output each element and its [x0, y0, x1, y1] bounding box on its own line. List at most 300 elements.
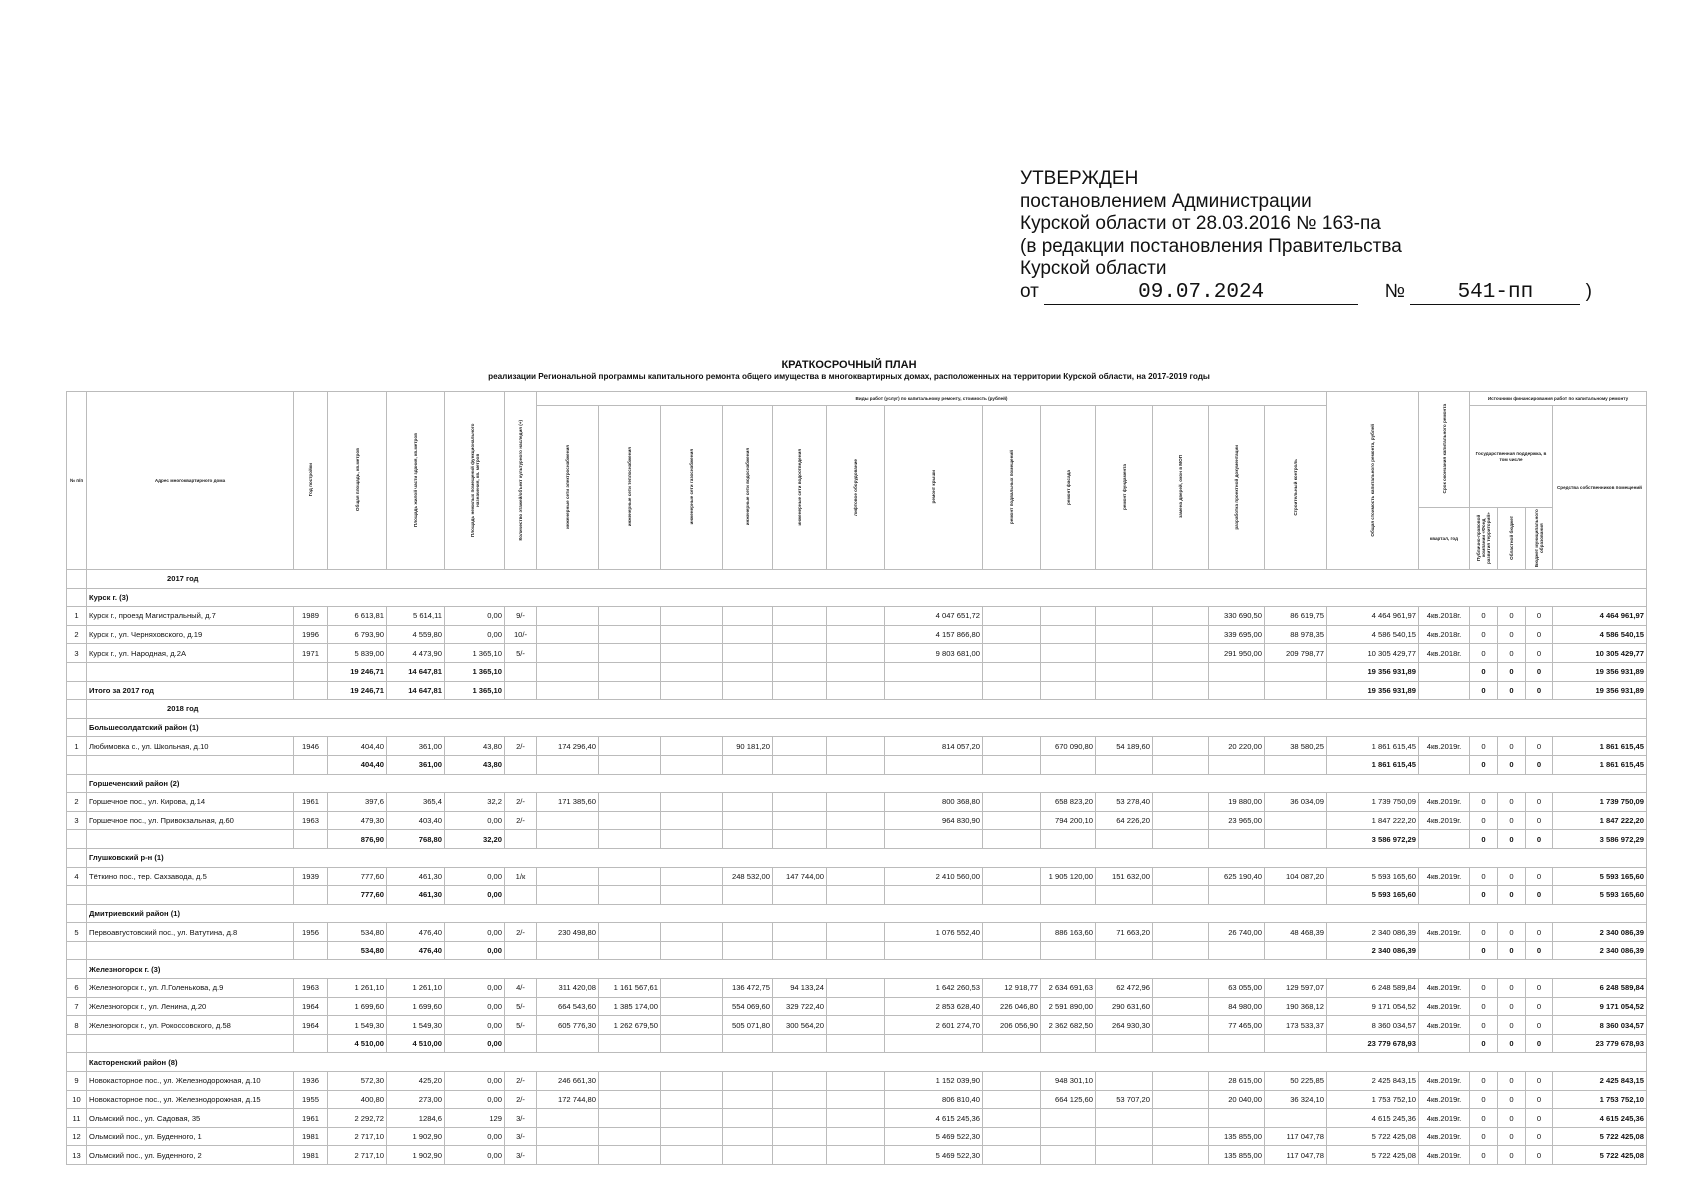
year-label: 2018 год [87, 700, 1647, 719]
cell-n: 8 [67, 1016, 87, 1035]
th-total-cost: Общая стоимость капитального ремонта, рублей [1370, 423, 1375, 537]
cell-control: 36 324,10 [1265, 1090, 1327, 1109]
cell-total: 5 722 425,08 [1327, 1127, 1419, 1146]
cell-drain [773, 941, 827, 960]
th-w-design: разработка проектной документации [1234, 444, 1239, 530]
cell-electro: 171 385,60 [537, 793, 599, 812]
cell-year: 1964 [294, 997, 328, 1016]
approval-line-2: постановлением Администрации [1020, 190, 1312, 212]
cell-addr: Курск г., ул. Черняховского, д.19 [87, 625, 294, 644]
th-w-drain: инженерные сети водоотведения [797, 448, 802, 526]
cell-f2: 0 [1498, 625, 1526, 644]
cell-water [723, 830, 773, 849]
cell-lift [827, 681, 885, 700]
cell-drain [773, 662, 827, 681]
document-subtitle: реализации Региональной программы капитального ремонта общего имущества в многоквартирных домах, расположенных на территории Курской области, на 2017-2019 годы [488, 372, 1210, 381]
cell-n: 6 [67, 979, 87, 998]
cell-n: 13 [67, 1146, 87, 1165]
cell-windows [1153, 607, 1209, 626]
cell-total: 6 248 589,84 [1327, 979, 1419, 998]
cell-total: 1 861 615,45 [1327, 755, 1419, 774]
cell-drain [773, 830, 827, 849]
cell-la: 273,00 [387, 1090, 445, 1109]
section-row [67, 904, 1647, 923]
cell-windows [1153, 1127, 1209, 1146]
cell-facade [1041, 681, 1096, 700]
cell-f2: 0 [1498, 886, 1526, 905]
cell-foundation [1096, 681, 1153, 700]
cell-na: 0,00 [445, 923, 505, 942]
cell-control: 50 225,85 [1265, 1072, 1327, 1091]
cell-basement [983, 793, 1041, 812]
cell-year: 1936 [294, 1072, 328, 1091]
cell-gas [661, 1127, 723, 1146]
cell-f3: 0 [1526, 793, 1553, 812]
cell-roof [885, 662, 983, 681]
cell-f3: 0 [1526, 681, 1553, 700]
cell-foundation [1096, 830, 1153, 849]
cell-water [723, 923, 773, 942]
cell-n: 5 [67, 923, 87, 942]
cell-foundation [1096, 886, 1153, 905]
cell-na: 0,00 [445, 867, 505, 886]
cell-windows [1153, 923, 1209, 942]
cell-electro [537, 830, 599, 849]
cell-facade [1041, 1034, 1096, 1053]
cell-ta: 19 246,71 [328, 681, 387, 700]
cell-heat [599, 1109, 661, 1128]
cell-basement [983, 662, 1041, 681]
cell-electro [537, 1034, 599, 1053]
cell-f3: 0 [1526, 737, 1553, 756]
th-w-windows: замена дверей, окон в МОП [1178, 455, 1183, 519]
cell-roof [885, 830, 983, 849]
cell-la: 476,40 [387, 923, 445, 942]
cell-facade: 2 591 890,00 [1041, 997, 1096, 1016]
cell-electro [537, 811, 599, 830]
cell-lift [827, 1109, 885, 1128]
approval-line-6 [1020, 281, 1592, 306]
cell-fl: 9/- [505, 607, 537, 626]
cell-addr: Железногорск г., ул. Л.Голенькова, д.9 [87, 979, 294, 998]
cell-drain: 329 722,40 [773, 997, 827, 1016]
table-row [67, 737, 1647, 756]
cell-gas [661, 830, 723, 849]
cell-foundation: 53 707,20 [1096, 1090, 1153, 1109]
cell-f3: 0 [1526, 979, 1553, 998]
cell-basement [983, 644, 1041, 663]
cell-fl: 3/- [505, 1127, 537, 1146]
cell-n: 1 [67, 607, 87, 626]
cell-drain [773, 1146, 827, 1165]
cell-own: 5 593 165,60 [1553, 886, 1647, 905]
number-label: № [1384, 280, 1406, 302]
cell-fl: 3/- [505, 1146, 537, 1165]
cell-f2: 0 [1498, 1127, 1526, 1146]
cell-dl: 4кв.2019г. [1419, 1109, 1470, 1128]
cell-ta: 397,6 [328, 793, 387, 812]
section-row [67, 848, 1647, 867]
cell-f2: 0 [1498, 1146, 1526, 1165]
cell-electro [537, 941, 599, 960]
cell-design: 84 980,00 [1209, 997, 1265, 1016]
cell-facade: 2 362 682,50 [1041, 1016, 1096, 1035]
cell-la: 5 614,11 [387, 607, 445, 626]
section-label: Железногорск г. (3) [87, 960, 1647, 979]
cell-electro [537, 755, 599, 774]
cell-total: 2 340 086,39 [1327, 941, 1419, 960]
cell-year: 1963 [294, 979, 328, 998]
cell-addr: Железногорск г., ул. Ленина, д.20 [87, 997, 294, 1016]
cell-n: 7 [67, 997, 87, 1016]
cell-na: 0,00 [445, 1090, 505, 1109]
cell-control [1265, 1109, 1327, 1128]
cell-basement: 226 046,80 [983, 997, 1041, 1016]
cell-year [294, 755, 328, 774]
cell-roof [885, 681, 983, 700]
cell-year: 1956 [294, 923, 328, 942]
cell-la: 1 902,90 [387, 1146, 445, 1165]
cell-n: 12 [67, 1127, 87, 1146]
th-total-area: Общая площадь, кв.метров [354, 448, 360, 512]
subtotal-row [67, 681, 1647, 700]
cell-electro [537, 1146, 599, 1165]
cell-fl: 2/- [505, 923, 537, 942]
cell-drain [773, 737, 827, 756]
section-label: Глушковский р-н (1) [87, 848, 1647, 867]
cell-ta: 6 613,81 [328, 607, 387, 626]
cell-f3: 0 [1526, 830, 1553, 849]
cell-gas [661, 886, 723, 905]
cell-f1: 0 [1470, 811, 1498, 830]
cell-drain [773, 1127, 827, 1146]
cell-own: 1 847 222,20 [1553, 811, 1647, 830]
cell-heat [599, 755, 661, 774]
table-row [67, 1146, 1647, 1165]
cell-electro [537, 607, 599, 626]
table-row [67, 1090, 1647, 1109]
cell-foundation: 71 663,20 [1096, 923, 1153, 942]
cell-f3: 0 [1526, 755, 1553, 774]
cell-ta: 876,90 [328, 830, 387, 849]
cell-drain [773, 681, 827, 700]
cell-year: 1981 [294, 1127, 328, 1146]
cell-own: 5 722 425,08 [1553, 1127, 1647, 1146]
cell-total: 3 586 972,29 [1327, 830, 1419, 849]
cell-facade: 948 301,10 [1041, 1072, 1096, 1091]
cell-heat [599, 607, 661, 626]
cell-design [1209, 1109, 1265, 1128]
th-num: № п/п [67, 392, 87, 570]
cell-year [294, 1034, 328, 1053]
cell-la: 461,30 [387, 867, 445, 886]
th-w-foundation: ремонт фундамента [1121, 463, 1127, 511]
cell-na: 0,00 [445, 625, 505, 644]
cell-basement: 12 918,77 [983, 979, 1041, 998]
cell-la: 4 559,80 [387, 625, 445, 644]
cell-addr [87, 755, 294, 774]
cell-foundation [1096, 662, 1153, 681]
cell-year [294, 681, 328, 700]
th-w-basement: ремонт подвальных помещений [1009, 449, 1014, 525]
table-row [67, 1072, 1647, 1091]
th-w-heat: инженерные сети теплоснабжения [627, 447, 632, 527]
th-deadline: Срок окончания капитального ремонта [1441, 404, 1447, 494]
cell-water [723, 1072, 773, 1091]
cell-f2: 0 [1498, 867, 1526, 886]
cell-design [1209, 681, 1265, 700]
cell-year: 1996 [294, 625, 328, 644]
cell-basement [983, 886, 1041, 905]
cell-gas [661, 737, 723, 756]
cell-heat [599, 737, 661, 756]
cell-ta: 5 839,00 [328, 644, 387, 663]
cell-ta: 404,40 [328, 737, 387, 756]
cell-facade [1041, 886, 1096, 905]
cell-f1: 0 [1470, 755, 1498, 774]
cell-control [1265, 755, 1327, 774]
cell-gas [661, 867, 723, 886]
cell-fl [505, 1034, 537, 1053]
cell-fl: 2/- [505, 811, 537, 830]
cell-roof [885, 886, 983, 905]
cell-fl: 5/- [505, 644, 537, 663]
cell-ta: 1 699,60 [328, 997, 387, 1016]
cell-drain [773, 1090, 827, 1109]
cell-dl [1419, 941, 1470, 960]
cell-foundation: 290 631,60 [1096, 997, 1153, 1016]
cell-lift [827, 607, 885, 626]
cell-heat [599, 1034, 661, 1053]
cell-windows [1153, 997, 1209, 1016]
cell-f3: 0 [1526, 811, 1553, 830]
from-label: от [1020, 280, 1039, 302]
cell-total: 8 360 034,57 [1327, 1016, 1419, 1035]
section-label: Дмитриевский район (1) [87, 904, 1647, 923]
cell-water [723, 625, 773, 644]
cell-f3: 0 [1526, 607, 1553, 626]
cell-facade: 2 634 691,63 [1041, 979, 1096, 998]
cell-windows [1153, 886, 1209, 905]
cell-dl: 4кв.2019г. [1419, 997, 1470, 1016]
subtotal-row [67, 662, 1647, 681]
cell-roof: 5 469 522,30 [885, 1127, 983, 1146]
cell-f2: 0 [1498, 997, 1526, 1016]
cell-dl [1419, 755, 1470, 774]
cell-electro: 174 296,40 [537, 737, 599, 756]
subtotal-row [67, 941, 1647, 960]
cell-facade [1041, 662, 1096, 681]
cell-facade [1041, 625, 1096, 644]
table-row [67, 607, 1647, 626]
cell-addr: Горшечное пос., ул. Кирова, д.14 [87, 793, 294, 812]
cell-drain [773, 1072, 827, 1091]
cell-fl: 5/- [505, 1016, 537, 1035]
cell-year [294, 662, 328, 681]
cell-lift [827, 1127, 885, 1146]
cell-design: 26 740,00 [1209, 923, 1265, 942]
cell-f1: 0 [1470, 644, 1498, 663]
plan-table [66, 391, 1647, 1165]
cell-n [67, 662, 87, 681]
cell-addr: Итого за 2017 год [87, 681, 294, 700]
cell-na: 32,2 [445, 793, 505, 812]
cell-dl: 4кв.2018г. [1419, 607, 1470, 626]
cell-electro [537, 1127, 599, 1146]
cell-windows [1153, 1034, 1209, 1053]
cell-n [67, 681, 87, 700]
cell-control: 117 047,78 [1265, 1127, 1327, 1146]
cell-f3: 0 [1526, 1109, 1553, 1128]
cell-design: 291 950,00 [1209, 644, 1265, 663]
cell-drain [773, 1109, 827, 1128]
cell-own: 10 305 429,77 [1553, 644, 1647, 663]
cell-gas [661, 997, 723, 1016]
cell-year [294, 886, 328, 905]
cell-foundation [1096, 1146, 1153, 1165]
cell-year: 1971 [294, 644, 328, 663]
cell-addr: Любимовка с., ул. Школьная, д.10 [87, 737, 294, 756]
cell-facade: 1 905 120,00 [1041, 867, 1096, 886]
cell-f3: 0 [1526, 1072, 1553, 1091]
cell-gas [661, 1072, 723, 1091]
cell-addr [87, 830, 294, 849]
cell-dl [1419, 662, 1470, 681]
cell-addr: Железногорск г., ул. Рокоссовского, д.58 [87, 1016, 294, 1035]
cell-gas [661, 1016, 723, 1035]
approval-date: 09.07.2024 [1044, 282, 1358, 306]
section-label: Большесолдатский район (1) [87, 718, 1647, 737]
cell-windows [1153, 1090, 1209, 1109]
cell-gas [661, 1034, 723, 1053]
cell-drain [773, 607, 827, 626]
cell-dl: 4кв.2019г. [1419, 979, 1470, 998]
cell-gas [661, 625, 723, 644]
cell-electro: 172 744,80 [537, 1090, 599, 1109]
cell-dl: 4кв.2019г. [1419, 1016, 1470, 1035]
cell-f1: 0 [1470, 997, 1498, 1016]
approval-stamp [1020, 168, 1592, 305]
cell-na: 0,00 [445, 886, 505, 905]
cell-na: 1 365,10 [445, 662, 505, 681]
cell-f2: 0 [1498, 1072, 1526, 1091]
cell-na: 129 [445, 1109, 505, 1128]
cell-heat: 1 161 567,61 [599, 979, 661, 998]
cell-f3: 0 [1526, 867, 1553, 886]
cell-total: 4 464 961,97 [1327, 607, 1419, 626]
cell-total: 19 356 931,89 [1327, 681, 1419, 700]
cell-electro [537, 644, 599, 663]
cell-dl: 4кв.2019г. [1419, 923, 1470, 942]
cell-water [723, 1034, 773, 1053]
cell-dl [1419, 681, 1470, 700]
subtotal-row [67, 830, 1647, 849]
cell-foundation [1096, 941, 1153, 960]
cell-heat [599, 811, 661, 830]
cell-electro: 605 776,30 [537, 1016, 599, 1035]
cell-control [1265, 886, 1327, 905]
cell-basement [983, 1072, 1041, 1091]
cell-water [723, 811, 773, 830]
cell-drain [773, 923, 827, 942]
cell-f2: 0 [1498, 1016, 1526, 1035]
cell-fl: 2/- [505, 737, 537, 756]
cell-la: 1 261,10 [387, 979, 445, 998]
cell-windows [1153, 941, 1209, 960]
cell-water [723, 1090, 773, 1109]
cell-facade: 794 200,10 [1041, 811, 1096, 830]
cell-ta: 2 717,10 [328, 1146, 387, 1165]
document-title: КРАТКОСРОЧНЫЙ ПЛАН [781, 359, 917, 371]
cell-design: 19 880,00 [1209, 793, 1265, 812]
cell-control [1265, 811, 1327, 830]
cell-n: 3 [67, 644, 87, 663]
cell-windows [1153, 755, 1209, 774]
table-row [67, 867, 1647, 886]
cell-la: 768,80 [387, 830, 445, 849]
cell-foundation [1096, 607, 1153, 626]
cell-windows [1153, 1109, 1209, 1128]
cell-heat: 1 262 679,50 [599, 1016, 661, 1035]
cell-addr: Тёткино пос., тер. Сахзавода, д.5 [87, 867, 294, 886]
cell-n [67, 886, 87, 905]
cell-control: 88 978,35 [1265, 625, 1327, 644]
cell-water: 90 181,20 [723, 737, 773, 756]
cell-own: 23 779 678,93 [1553, 1034, 1647, 1053]
cell-total: 23 779 678,93 [1327, 1034, 1419, 1053]
cell-total: 4 615 245,36 [1327, 1109, 1419, 1128]
cell-year: 1961 [294, 793, 328, 812]
cell-basement [983, 607, 1041, 626]
cell-drain [773, 644, 827, 663]
cell-windows [1153, 867, 1209, 886]
cell-own: 3 586 972,29 [1553, 830, 1647, 849]
cell-gas [661, 755, 723, 774]
cell-la: 4 510,00 [387, 1034, 445, 1053]
cell-la: 365,4 [387, 793, 445, 812]
cell-facade [1041, 644, 1096, 663]
cell-water: 554 069,60 [723, 997, 773, 1016]
cell-design [1209, 830, 1265, 849]
cell-windows [1153, 830, 1209, 849]
cell-basement [983, 830, 1041, 849]
cell-ta: 404,40 [328, 755, 387, 774]
cell-windows [1153, 662, 1209, 681]
cell-roof: 1 152 039,90 [885, 1072, 983, 1091]
cell-n [67, 1034, 87, 1053]
cell-la: 361,00 [387, 737, 445, 756]
table-row [67, 793, 1647, 812]
th-w-lift: лифтовое оборудование [853, 458, 858, 516]
cell-dl: 4кв.2018г. [1419, 625, 1470, 644]
th-w-control: Строительный контроль [1293, 458, 1298, 516]
th-finance-group: Источники финансирования работ по капитальному ремонту [1470, 392, 1647, 406]
cell-la: 14 647,81 [387, 662, 445, 681]
cell-control: 36 034,09 [1265, 793, 1327, 812]
cell-heat [599, 793, 661, 812]
cell-water: 248 532,00 [723, 867, 773, 886]
cell-f2: 0 [1498, 1034, 1526, 1053]
cell-gas [661, 662, 723, 681]
cell-year: 1964 [294, 1016, 328, 1035]
cell-year: 1946 [294, 737, 328, 756]
cell-design: 63 055,00 [1209, 979, 1265, 998]
cell-la: 425,20 [387, 1072, 445, 1091]
cell-gas [661, 607, 723, 626]
cell-dl: 4кв.2019г. [1419, 1072, 1470, 1091]
section-label: Горшеченский район (2) [87, 774, 1647, 793]
cell-own: 5 722 425,08 [1553, 1146, 1647, 1165]
